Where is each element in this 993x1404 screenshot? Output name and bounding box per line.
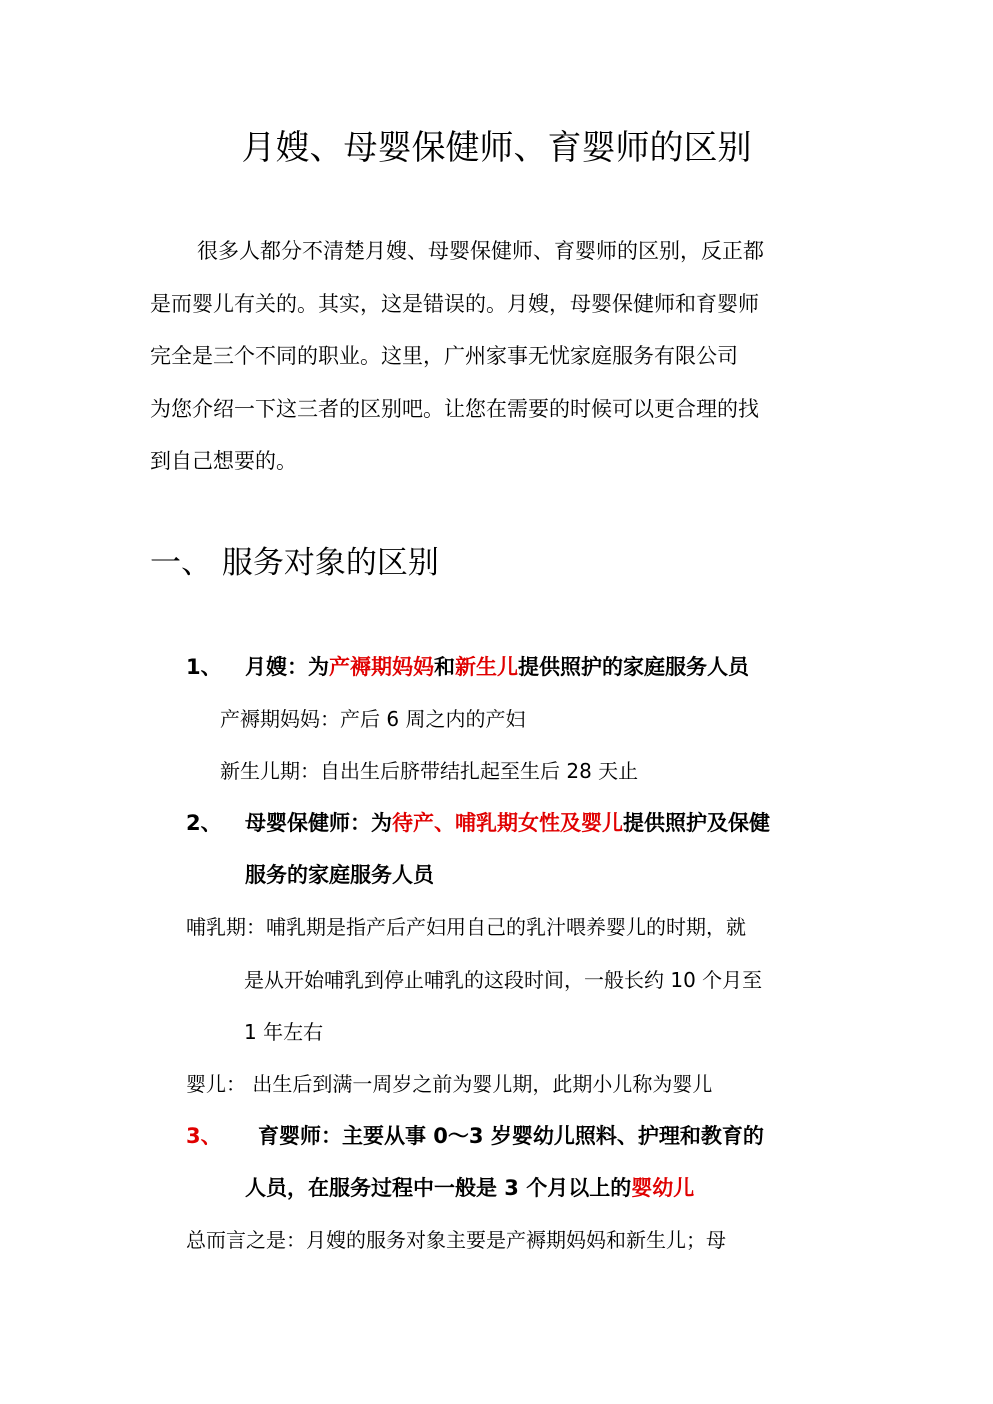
item-1-number: 1、 (186, 655, 222, 679)
item-1-definition-newborn: 新生儿期：自出生后脐带结扎起至生后 28 天止 (220, 759, 639, 783)
item-3-number: 3、 (186, 1124, 222, 1148)
intro-line-5: 到自己想要的。 (150, 449, 297, 473)
item-2-number: 2、 (186, 811, 222, 835)
item-1-text-b: 和 (434, 655, 455, 679)
intro-line-3: 完全是三个不同的职业。这里，广州家事无忧家庭服务有限公司 (150, 344, 738, 368)
summary-line: 总而言之是：月嫂的服务对象主要是产褥期妈妈和新生儿；母 (186, 1228, 726, 1252)
item-1-highlight-newborn: 新生儿 (455, 655, 518, 679)
item-2-infant-def: 婴儿： 出生后到满一周岁之前为婴儿期，此期小儿称为婴儿 (186, 1072, 713, 1096)
item-1-definition-postpartum: 产褥期妈妈：产后 6 周之内的产妇 (220, 707, 526, 731)
item-1-heading (245, 652, 749, 682)
item-2-heading-cont: 服务的家庭服务人员 (245, 863, 434, 887)
item-1-text-a: 月嫂：为 (245, 655, 329, 679)
intro-line-2: 是而婴儿有关的。其实，这是错误的。月嫂，母婴保健师和育婴师 (150, 292, 759, 316)
item-2-text-a: 母婴保健师：为 (245, 811, 392, 835)
intro-line-4: 为您介绍一下这三者的区别吧。让您在需要的时候可以更合理的找 (150, 397, 759, 421)
section-heading-service-objects: 一、 服务对象的区别 (150, 545, 439, 581)
item-3-text: 人员，在服务过程中一般是 3 个月以上的 (245, 1176, 632, 1200)
item-3-highlight: 婴幼儿 (631, 1176, 695, 1200)
item-1-highlight-postpartum: 产褥期妈妈 (329, 655, 434, 679)
document-title: 月嫂、母婴保健师、育婴师的区别 (241, 128, 752, 168)
item-2-text-b: 提供照护及保健 (623, 811, 770, 835)
item-3-heading-cont (245, 1173, 694, 1203)
item-2-lactation-def-2: 是从开始哺乳到停止哺乳的这段时间，一般长约 10 个月至 (244, 968, 763, 992)
item-2-lactation-def-1: 哺乳期：哺乳期是指产后产妇用自己的乳汁喂养婴儿的时期，就 (186, 915, 746, 939)
item-3-heading: 育婴师：主要从事 0～3 岁婴幼儿照料、护理和教育的 (258, 1124, 764, 1148)
item-2-highlight: 待产、哺乳期女性及婴儿 (392, 811, 623, 835)
item-2-heading (245, 808, 770, 838)
item-1-text-c: 提供照护的家庭服务人员 (518, 655, 749, 679)
intro-line-1: 很多人都分不清楚月嫂、母婴保健师、育婴师的区别，反正都 (197, 239, 764, 263)
item-2-lactation-def-3: 1 年左右 (244, 1020, 324, 1044)
